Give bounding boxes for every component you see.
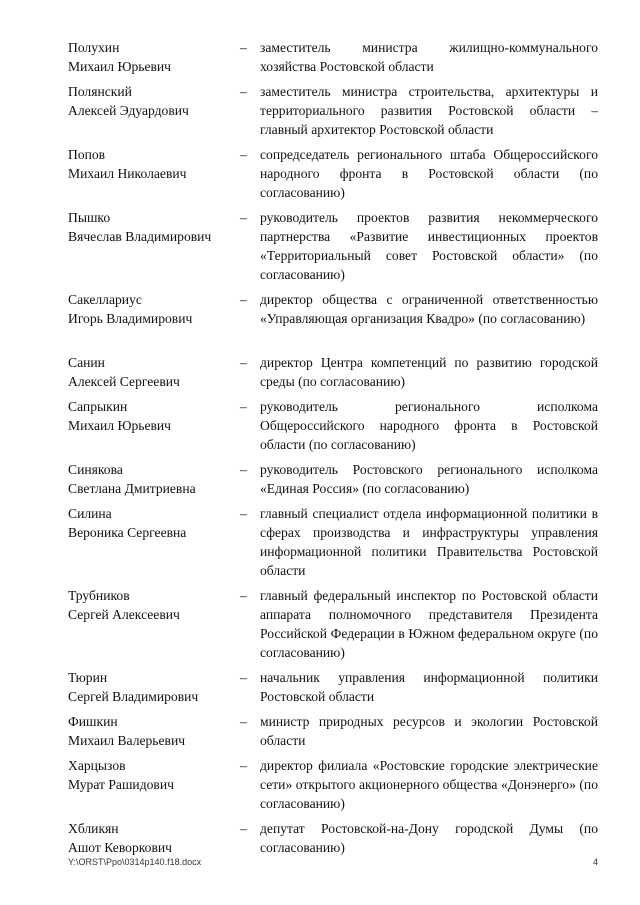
member-given-names: Светлана Дмитриевна	[68, 481, 196, 496]
separator-dash: –	[240, 462, 247, 477]
member-list	[68, 38, 598, 863]
separator-dash: –	[240, 40, 247, 55]
member-given-names: Вячеслав Владимирович	[68, 229, 212, 244]
member-surname: Харцызов	[68, 758, 126, 773]
member-given-names: Михаил Юрьевич	[68, 59, 172, 74]
member-surname: Силина	[68, 506, 112, 521]
member-name	[68, 145, 240, 183]
member-role: начальник управления информационной политики Ростовской области	[260, 670, 598, 704]
page-number: 4	[592, 857, 598, 867]
list-item	[68, 397, 598, 460]
member-surname: Полухин	[68, 40, 120, 55]
member-name	[68, 353, 240, 391]
separator-dash: –	[240, 355, 247, 370]
separator-dash: –	[240, 147, 247, 162]
member-name	[68, 504, 240, 542]
member-name	[68, 38, 240, 76]
member-role: главный специалист отдела информационной политики в сферах производства и инфраструктуры управления информационной политики Правительства Ростовской области	[260, 506, 598, 578]
separator-dash: –	[240, 292, 247, 307]
member-name	[68, 460, 240, 498]
separator-dash: –	[240, 210, 247, 225]
member-name	[68, 397, 240, 435]
member-name	[68, 290, 240, 328]
member-surname: Пышко	[68, 210, 111, 225]
member-surname: Полянский	[68, 84, 132, 99]
member-given-names: Игорь Владимирович	[68, 311, 193, 326]
list-item	[68, 353, 598, 397]
member-given-names: Сергей Алексеевич	[68, 607, 180, 622]
member-role: заместитель министра строительства, архитектуры и территориального развития Ростовской области – главный архитектор Ростовской области	[260, 84, 598, 137]
member-name	[68, 208, 240, 246]
member-surname: Сапрыкин	[68, 399, 128, 414]
separator-dash: –	[240, 399, 247, 414]
member-role: главный федеральный инспектор по Ростовской области аппарата полномочного представителя Президента Российской Федерации в Южном федеральном округе (по согласованию)	[260, 588, 598, 660]
list-item	[68, 504, 598, 586]
member-name	[68, 756, 240, 794]
member-role: руководитель проектов развития некоммерческого партнерства «Развитие инвестиционных проектов «Территориальный совет Ростовской области» (по согласованию)	[260, 210, 598, 282]
member-given-names: Сергей Владимирович	[68, 689, 199, 704]
list-item	[68, 145, 598, 208]
member-surname: Трубников	[68, 588, 130, 603]
separator-dash: –	[240, 506, 247, 521]
member-surname: Попов	[68, 147, 106, 162]
member-given-names: Михаил Юрьевич	[68, 418, 172, 433]
list-item	[68, 290, 598, 353]
list-item	[68, 38, 598, 82]
member-surname: Тюрин	[68, 670, 108, 685]
member-surname: Фишкин	[68, 714, 118, 729]
member-name	[68, 586, 240, 624]
member-given-names: Михаил Николаевич	[68, 166, 187, 181]
member-surname: Хбликян	[68, 821, 119, 836]
member-role: заместитель министра жилищно-коммунального хозяйства Ростовской области	[260, 40, 598, 74]
member-given-names: Алексей Эдуардович	[68, 103, 189, 118]
separator-dash: –	[240, 588, 247, 603]
member-name	[68, 668, 240, 706]
separator-dash: –	[240, 670, 247, 685]
page-footer	[68, 857, 598, 867]
list-item	[68, 756, 598, 819]
member-role: директор Центра компетенций по развитию городской среды (по согласованию)	[260, 355, 598, 389]
list-item	[68, 460, 598, 504]
member-name	[68, 82, 240, 120]
separator-dash: –	[240, 84, 247, 99]
member-role: сопредседатель регионального штаба Общероссийского народного фронта в Ростовской области (по согласованию)	[260, 147, 598, 200]
member-given-names: Вероника Сергеевна	[68, 525, 187, 540]
member-given-names: Мурат Рашидович	[68, 777, 174, 792]
file-path: Y:\ORST\Ppo\0314p140.f18.docx	[68, 857, 202, 867]
separator-dash: –	[240, 714, 247, 729]
list-item	[68, 586, 598, 668]
separator-dash: –	[240, 758, 247, 773]
member-surname: Синякова	[68, 462, 123, 477]
list-item	[68, 208, 598, 290]
member-role: депутат Ростовской-на-Дону городской Думы (по согласованию)	[260, 821, 598, 855]
list-item	[68, 82, 598, 145]
member-role: министр природных ресурсов и экологии Ростовской области	[260, 714, 598, 748]
member-role: директор общества с ограниченной ответственностью «Управляющая организация Квадро» (по согласованию)	[260, 292, 598, 326]
member-given-names: Алексей Сергеевич	[68, 374, 180, 389]
member-name	[68, 819, 240, 857]
member-surname: Сакеллариус	[68, 292, 142, 307]
member-role: директор филиала «Ростовские городские электрические сети» открытого акционерного общества «Донэнерго» (по согласованию)	[260, 758, 598, 811]
list-item	[68, 712, 598, 756]
member-role: руководитель Ростовского регионального исполкома «Единая Россия» (по согласованию)	[260, 462, 598, 496]
member-surname: Санин	[68, 355, 105, 370]
list-item	[68, 668, 598, 712]
member-name	[68, 712, 240, 750]
member-given-names: Михаил Валерьевич	[68, 733, 186, 748]
member-role: руководитель регионального исполкома Общероссийского народного фронта в Ростовской области (по согласованию)	[260, 399, 598, 452]
separator-dash: –	[240, 821, 247, 836]
member-given-names: Ашот Кеворкович	[68, 840, 172, 855]
